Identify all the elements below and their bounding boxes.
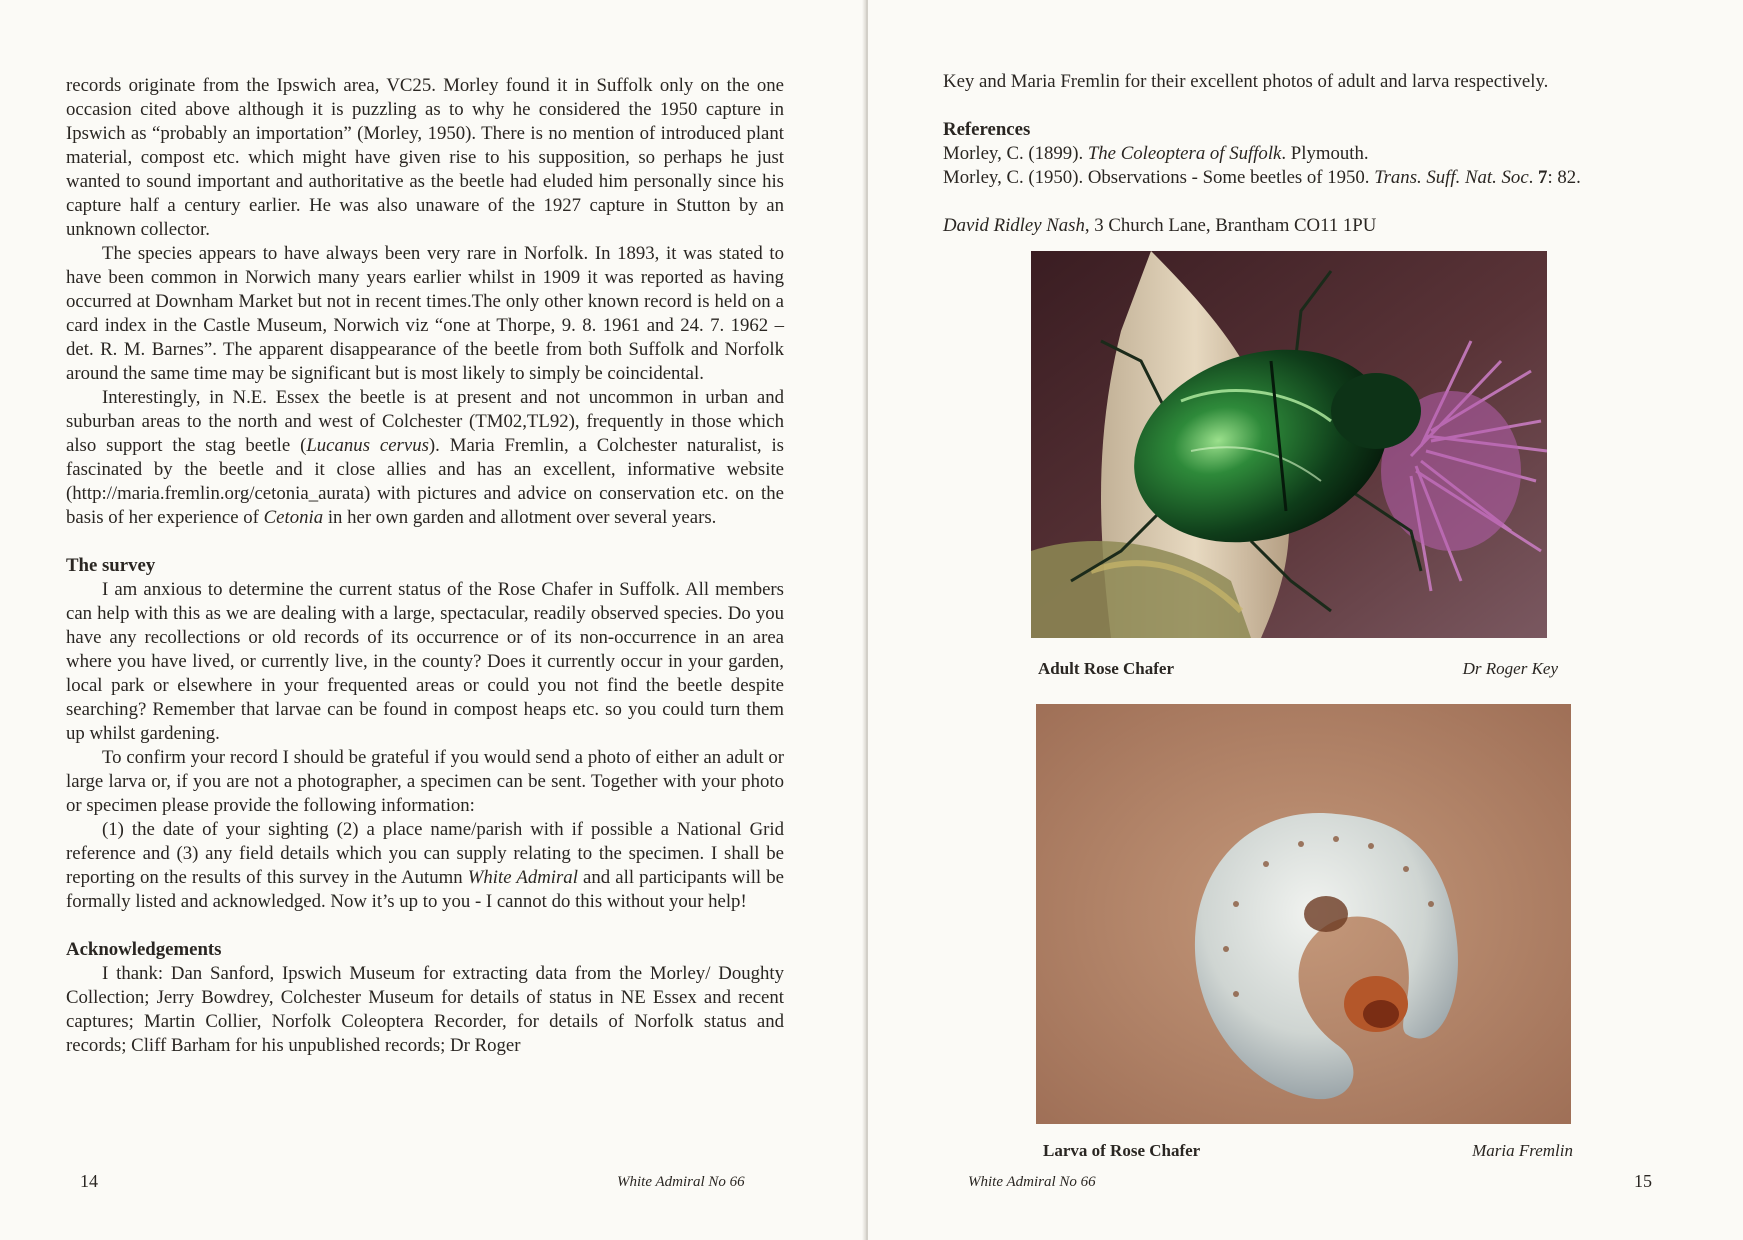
photo1-caption [1038,659,1558,679]
section-heading-survey: The survey [66,555,156,576]
adult-rose-chafer-photo [1031,251,1547,638]
running-footer: White Admiral No 66 [968,1174,1096,1190]
larva-illustration [1036,704,1571,1124]
photo2-credit: Maria Fremlin [1472,1141,1573,1160]
larva-rose-chafer-photo [1036,704,1571,1124]
section-heading-acknowledgements: Acknowledgements [66,939,222,960]
page-number: 15 [1634,1171,1652,1191]
beetle-illustration [1031,251,1547,638]
photo2-caption [1043,1141,1573,1161]
body-paragraph: To confirm your record I should be grateful if you would send a photo of either an adult or large larva or, if you are not a photographer, a specimen can be sent. Together with your photo or specimen please provide the following information: [66,747,784,816]
left-page [0,0,866,1240]
reference-entry: Morley, C. (1899). The Coleoptera of Suffolk. Plymouth. [943,143,1369,164]
body-paragraph: I thank: Dan Sanford, Ipswich Museum for extracting data from the Morley/ Doughty Collection; Jerry Bowdrey, Colchester Museum for details of status in NE Essex and recent captures; Martin Collier, Norfolk Coleoptera Recorder, for details of Norfolk status and records; Cliff Barham for his unpublished records; Dr Roger [66,963,784,1056]
section-heading-references: References [943,119,1031,140]
author-signature: David Ridley Nash, 3 Church Lane, Brantham CO11 1PU [943,215,1377,236]
page-number: 14 [80,1171,98,1191]
body-paragraph: Key and Maria Fremlin for their excellent photos of adult and larva respectively. [943,71,1549,92]
photo2-caption-label: Larva of Rose Chafer [1043,1141,1201,1160]
photo1-credit: Dr Roger Key [1462,659,1558,678]
body-paragraph: I am anxious to determine the current status of the Rose Chafer in Suffolk. All members can help with this as we are dealing with a large, spectacular, readily observed species. Do you have any recollections or old records of its occurrence or of its non-occurrence in an area where you have lived, or currently live, in the county? Does it currently occur in your garden, local park or elsewhere in your frequented areas or could you not find the beetle despite searching? Remember that larvae can be found in compost heaps etc. so you could turn them up whilst gardening. [66,579,784,744]
body-paragraph: Interestingly, in N.E. Essex the beetle is at present and not uncommon in urban and suburban areas to the north and west of Colchester (TM02,TL92), frequently in those which also support the stag beetle (Lucanus cervus). Maria Fremlin, a Colchester naturalist, is fascinated by the beetle and it close allies and has an excellent, informative website (http://maria.fremlin.org/cetonia_aurata) with pictures and advice on conservation etc. on the basis of her experience of Cetonia in her own garden and allotment over several years. [66,387,784,528]
reference-entry: Morley, C. (1950). Observations - Some beetles of 1950. Trans. Suff. Nat. Soc. 7: 82. [943,167,1581,188]
right-text-column [943,70,1698,238]
body-paragraph: records originate from the Ipswich area, VC25. Morley found it in Suffolk only on the one occasion cited above although it is puzzling as to why he considered the 1950 capture in Ipswich as “probably an importation” (Morley, 1950). There is no mention of introduced plant material, compost etc. which might have given rise to his supposition, so perhaps he just wanted to sound important and authoritative as the beetle had eluded him personally since his capture half a century earlier. He was also unaware of the 1927 capture in Stutton by an unknown collector. [66,75,784,240]
body-paragraph: (1) the date of your sighting (2) a place name/parish with if possible a National Grid reference and (3) any field details which you can supply relating to the specimen. I shall be reporting on the results of this survey in the Autumn White Admiral and all participants will be formally listed and acknowledged. Now it’s up to you - I cannot do this without your help! [66,819,784,912]
photo1-caption-label: Adult Rose Chafer [1038,659,1174,678]
right-page [868,0,1743,1240]
running-footer: White Admiral No 66 [617,1174,745,1190]
left-text-column [66,74,784,1058]
body-paragraph: The species appears to have always been very rare in Norfolk. In 1893, it was stated to have been common in Norwich many years earlier whilst in 1909 it was reported as having occurred at Downham Market but not in recent times.The only other known record is held on a card index in the Castle Museum, Norwich viz “one at Thorpe, 9. 8. 1961 and 24. 7. 1962 – det. R. M. Barnes”. The apparent disappearance of the beetle from both Suffolk and Norfolk around the same time may be significant but is most likely to simply be coincidental. [66,243,784,384]
